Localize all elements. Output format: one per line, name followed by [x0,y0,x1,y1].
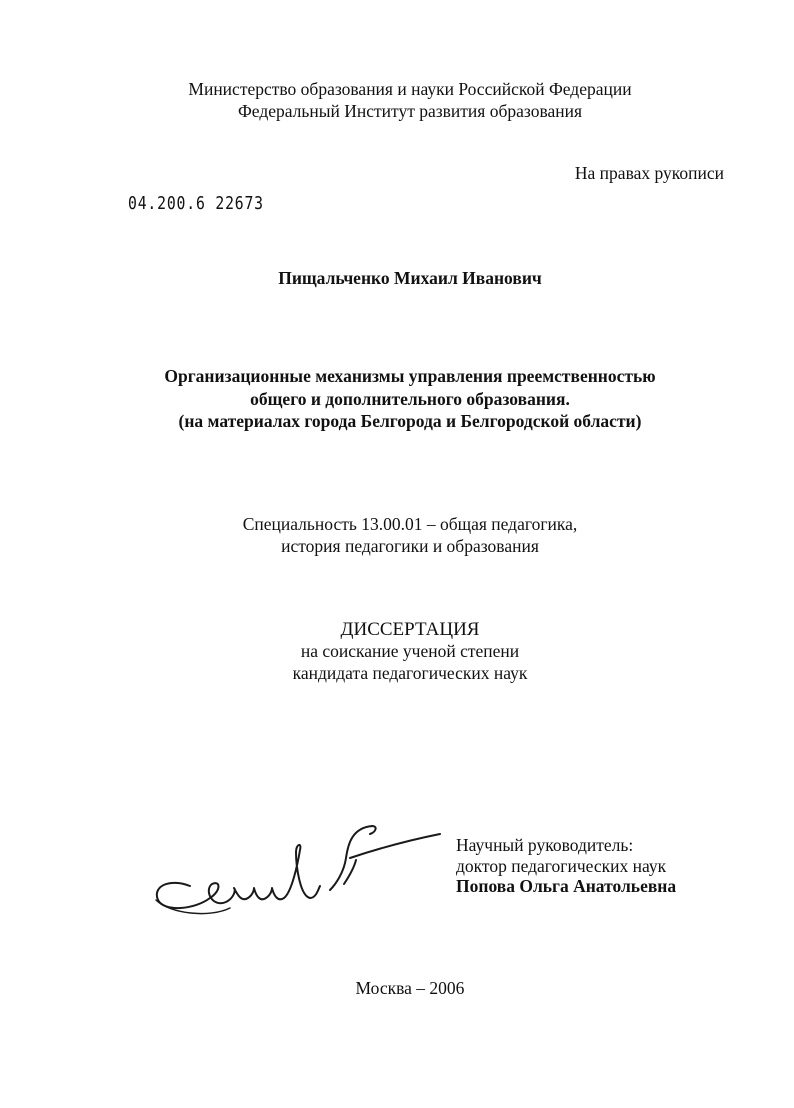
rights-note: На правах рукописи [574,163,724,183]
supervisor-name: Попова Ольга Анатольевна [456,876,677,896]
ministry-heading: Министерство образования и науки Российской Федерации [188,79,632,99]
registration-code: 04.200.6 22673 [128,193,264,214]
supervisor-degree: доктор педагогических наук [456,856,667,876]
thesis-title-line-2: общего и дополнительного образования. [250,389,570,409]
author-name: Пищальченко Михаил Иванович [278,268,542,288]
thesis-title-line-1: Организационные механизмы управления преемственностью [164,366,656,386]
specialty-line-1: Специальность 13.00.01 – общая педагогика, [242,514,578,534]
institute-heading: Федеральный Институт развития образования [237,101,583,121]
degree-line-2: кандидата педагогических наук [292,663,528,683]
degree-line-1: на соискание ученой степени [300,641,520,661]
place-year: Москва – 2006 [355,978,465,998]
thesis-title-line-3: (на материалах города Белгорода и Белгородской области) [178,411,642,431]
specialty-line-2: история педагогики и образования [281,536,539,556]
supervisor-signature [150,818,450,928]
supervisor-role: Научный руководитель: [456,835,634,855]
dissertation-label: ДИССЕРТАЦИЯ [340,619,480,640]
